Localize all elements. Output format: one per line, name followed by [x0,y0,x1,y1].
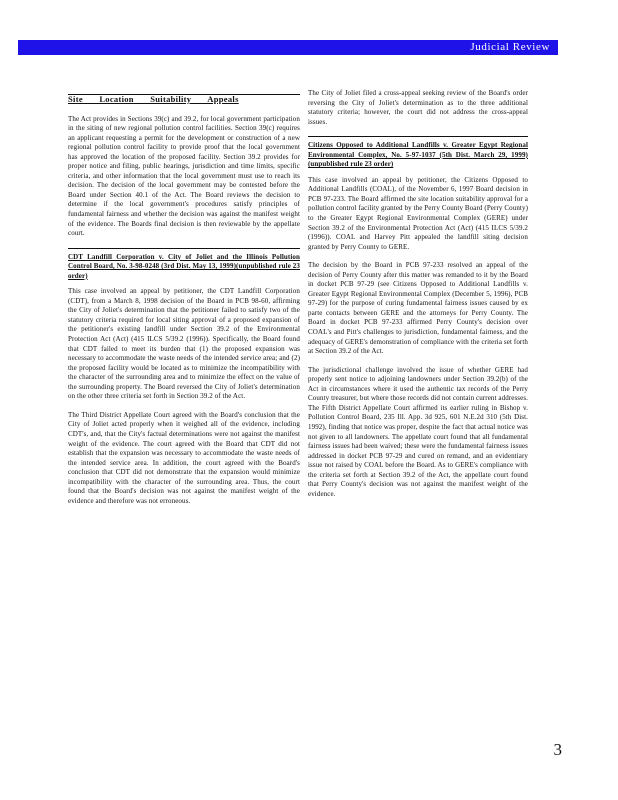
case-heading-coal: Citizens Opposed to Additional Landfills v. Greater Egypt Regional Environmental Complex, No. 5-97-1037 (5th Dist. March 29, 1999)(unpublished rule 23 order) [308,136,528,170]
case-heading-cdt: CDT Landfill Corporation v. City of Joliet and the Illinois Pollution Control Board, No. 3-98-0248 (3rd Dist. May 13, 1999)(unpublished rule 23 order) [68,248,300,282]
intro-paragraph: The Act provides in Sections 39(c) and 39.2, for local government participation in the siting of new regional pollution control facilities. Section 39(c) requires an applicant requesting a permit for the development or construction of a new regional pollution control facility to provide proof that the local government has approved the location of the proposed facility. Section 39.2 provides for proper notice and filing, public hearings, jurisdiction and time limits, specific criteria, and other information that the local government must use to reach its decision. The decision of the local government may be contested before the Board under Section 40.1 of the Act. The Board reviews the decision to determine if the local government's procedures satisfy principles of fundamental fairness and whether the decision was against the manifest weight of the evidence. The Boards final decision is then reviewable by the appellate court. [68,114,300,238]
header-bar [18,40,558,55]
left-column [68,95,300,515]
coal-paragraph-2: The decision by the Board in PCB 97-233 resolved an appeal of the decision of Perry County after this matter was remanded to it by the Board in docket PCB 97-29 (see Citizens Opposed to Additional Landfills v. Greater Egypt Regional Environmental Complex (December 5, 1996), PCB 97-29) for the purpose of curing fundamental fairness issues caused by ex parte contacts between GERE and the attorneys for Perry County. The Board in docket PCB 97-233 affirmed Perry County's decision over COAL's and Pitt's challenges to jurisdiction, fundamental fairness, and the adequacy of GERE's demonstration of compliance with the criteria set forth at Section 39.2 of the Act. [308,261,528,356]
section-heading: Site Location Suitability Appeals [68,94,239,104]
section-title: Judicial Review [470,41,550,53]
continuation-paragraph: The City of Joliet filed a cross-appeal seeking review of the Board's order reversing the City of Joliet's determination as to the three additional statutory criteria; however, the court did not address the cross-appeal issues. [308,89,528,126]
cdt-paragraph-1: This case involved an appeal by petitioner, the CDT Landfill Corporation (CDT), from a March 8, 1998 decision of the Board in PCB 98-60, affirming the City of Joliet's determination that the petitioner failed to satisfy two of the statutory criteria required for local siting approval of a proposed expansion of the petitioner's existing landfill under Section 39.2 of the Environmental Protection Act (Act) (415 ILCS 5/39.2 (1996)). Specifically, the Board found that CDT failed to meet its burden that (1) the proposed expansion was necessary to accommodate the waste needs of the intended service area; and (2) the proposed facility would be located as to minimize the incompatibility with the character of the surrounding area and to minimize the effect on the value of the surrounding property. The Board reversed the City of Joliet's determination on the other three criteria set forth in Section 39.2 of the Act. [68,287,300,401]
right-column [308,89,528,508]
coal-paragraph-3: The jurisdictional challenge involved the issue of whether GERE had properly sent notice to adjoining landowners under Section 39.2(b) of the Act in circumstances where it used the authentic tax records of the Perry County treasurer, but where those records did not contain current addresses. The Fifth District Appellate Court affirmed its earlier ruling in Bishop v. Pollution Control Board, 235 Ill. App. 3d 925, 601 N.E.2d 310 (5th Dist. 1992), finding that notice was proper, despite the fact that actual notice was not given to all landowners. The appellate court found that all fundamental fairness issues had been waived; these were the fundamental fairness issues addressed in docket PCB 97-29 and cured on remand, and an evidentiary issue not raised by COAL before the Board. As to GERE's compliance with the criteria set forth at Section 39.2 of the Act, the appellate court found that Perry County's decision was not against the manifest weight of the evidence. [308,365,528,498]
cdt-paragraph-2: The Third District Appellate Court agreed with the Board's conclusion that the City of Joliet acted properly when it weighed all of the evidence, including CDT's, and, that the City's factual determinations were not against the manifest weight of the evidence. The court agreed with the Board that CDT did not establish that the expansion was necessary to accommodate the waste needs of the intended service area. In addition, the court agreed with the Board's conclusion that CDT did not demonstrate that the expansion would minimize incompatibility with the character of the surrounding area. Thus, the court found that the Board's decision was not against the manifest weight of the evidence and therefore was not erroneous. [68,410,300,505]
coal-paragraph-1: This case involved an appeal by petitioner, the Citizens Opposed to Additional Landfills (COAL), of the November 6, 1997 Board decision in PCB 97-233. The Board affirmed the site location suitability approval for a pollution control facility granted by the Perry County Board (Perry County) to the Greater Egypt Regional Environmental Complex (GERE) under Section 39.2 of the Environmental Protection Act (Act) (415 ILCS 5/39.2 (1996)). COAL and Harvey Pitt appealed the landfill siting decision granted by Perry County to GERE. [308,175,528,251]
page-number: 3 [553,740,562,759]
